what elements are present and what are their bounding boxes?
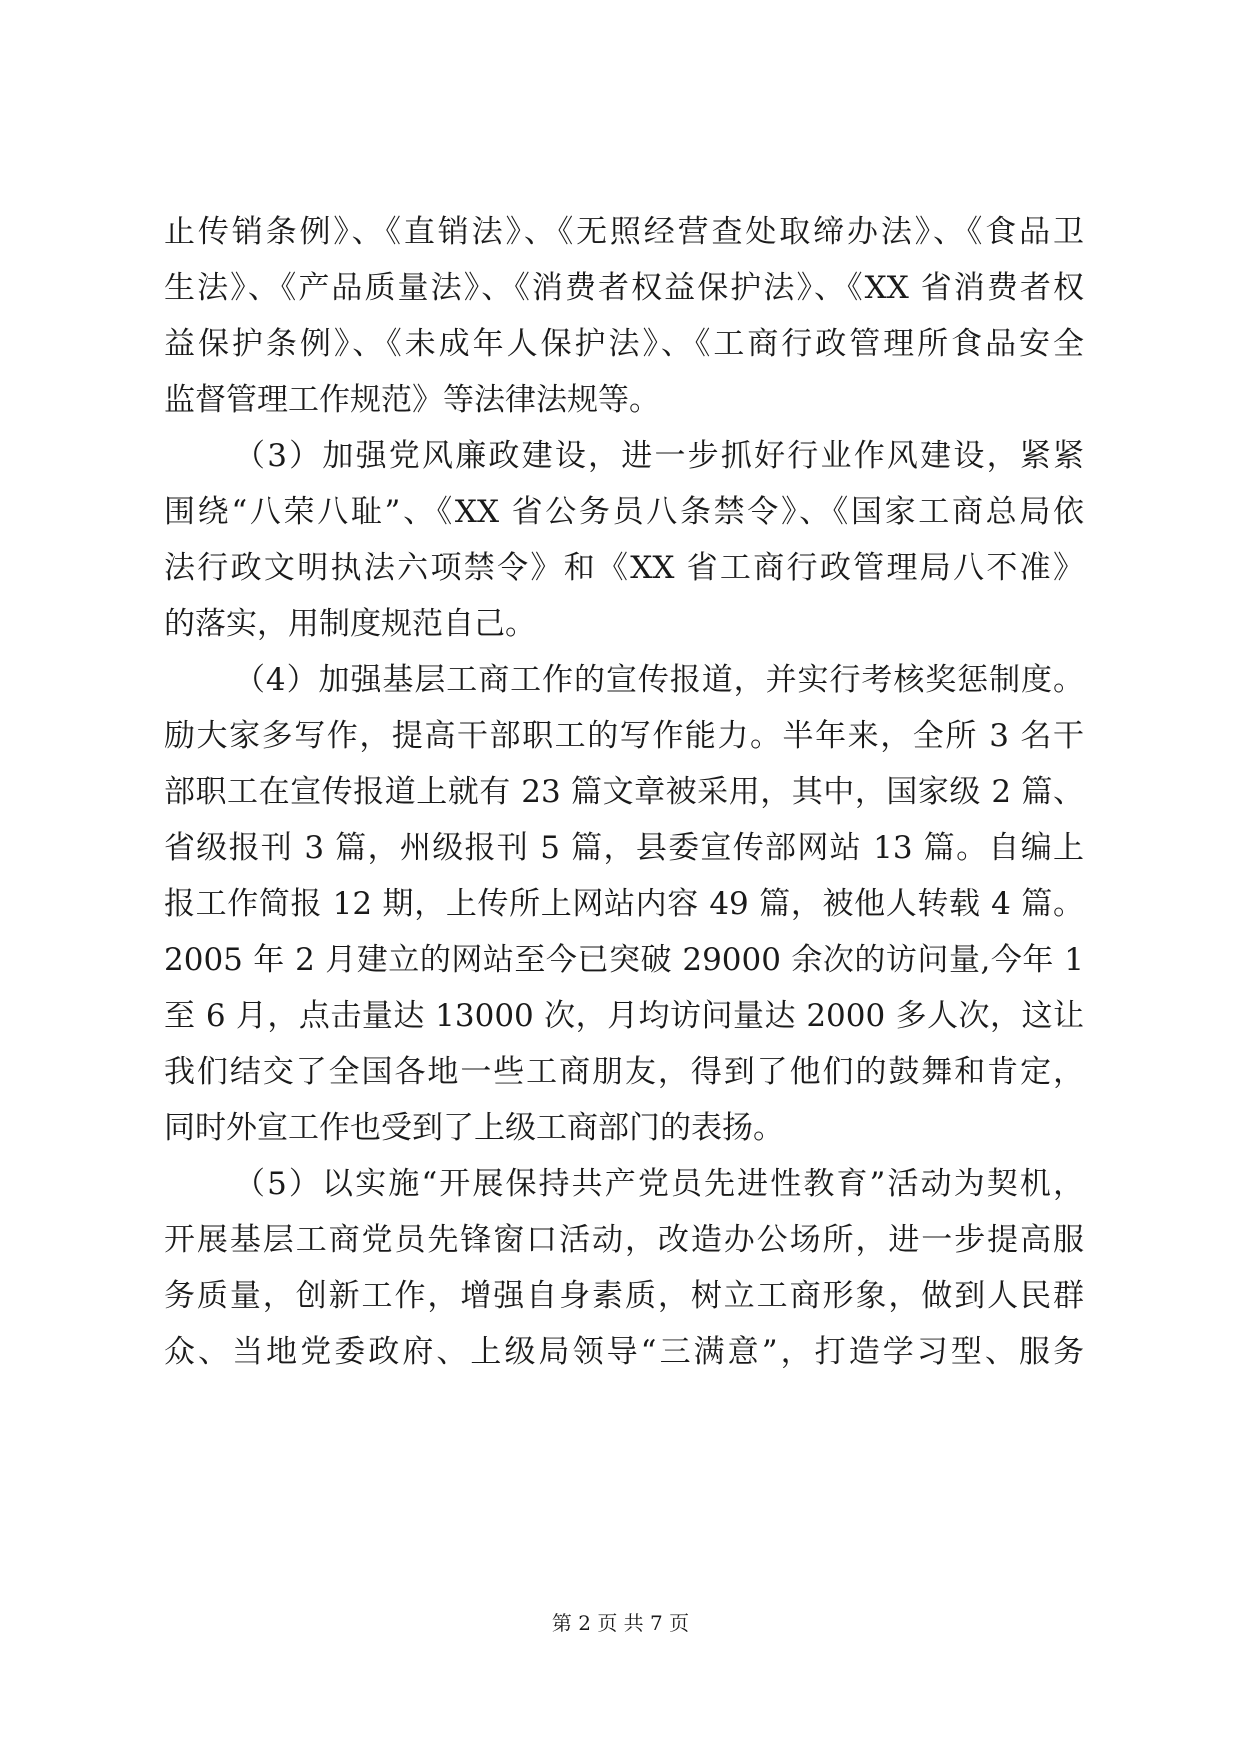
text-line: 我们结交了全国各地一些工商朋友，得到了他们的鼓舞和肯定， xyxy=(164,1054,1084,1090)
text-line: 止传销条例》、《直销法》、《无照经营查处取缔办法》、《食品卫 xyxy=(164,214,1084,250)
text-line: 益保护条例》、《未成年人保护法》、《工商行政管理所食品安全 xyxy=(164,326,1084,362)
text-line: 至 6 月，点击量达 13000 次，月均访问量达 2000 多人次，这让 xyxy=(164,998,1084,1034)
text-line: 众、当地党委政府、上级局领导“三满意”，打造学习型、服务 xyxy=(164,1334,1084,1370)
text-line: 围绕“八荣八耻”、《XX 省公务员八条禁令》、《国家工商总局依 xyxy=(164,494,1084,530)
page-number-footer: 第 2 页 共 7 页 xyxy=(551,1611,690,1635)
text-line: 监督管理工作规范》等法律法规等。 xyxy=(164,382,660,418)
text-line: 法行政文明执法六项禁令》和《XX 省工商行政管理局八不准》 xyxy=(164,550,1084,586)
paragraph-first-line: （3）加强党风廉政建设，进一步抓好行业作风建设，紧紧 xyxy=(234,438,1084,474)
text-line: 开展基层工商党员先锋窗口活动，改造办公场所，进一步提高服 xyxy=(164,1222,1084,1258)
text-line: 务质量，创新工作，增强自身素质，树立工商形象，做到人民群 xyxy=(164,1278,1084,1314)
text-line: 同时外宣工作也受到了上级工商部门的表扬。 xyxy=(164,1110,784,1146)
paragraph-first-line: （5）以实施“开展保持共产党员先进性教育”活动为契机， xyxy=(234,1166,1084,1202)
text-line: 励大家多写作，提高干部职工的写作能力。半年来，全所 3 名干 xyxy=(164,718,1084,754)
text-line: 报工作简报 12 期，上传所上网站内容 49 篇，被他人转载 4 篇。 xyxy=(164,886,1084,922)
text-line: 2005 年 2 月建立的网站至今已突破 29000 余次的访问量,今年 1 xyxy=(164,942,1084,978)
text-line: 部职工在宣传报道上就有 23 篇文章被采用，其中，国家级 2 篇、 xyxy=(164,774,1084,810)
text-line: 的落实，用制度规范自己。 xyxy=(164,606,536,642)
text-line: 生法》、《产品质量法》、《消费者权益保护法》、《XX 省消费者权 xyxy=(164,270,1084,306)
paragraph-first-line: （4）加强基层工商工作的宣传报道，并实行考核奖惩制度。 xyxy=(234,662,1084,698)
text-line: 省级报刊 3 篇，州级报刊 5 篇，县委宣传部网站 13 篇。自编上 xyxy=(164,830,1084,866)
